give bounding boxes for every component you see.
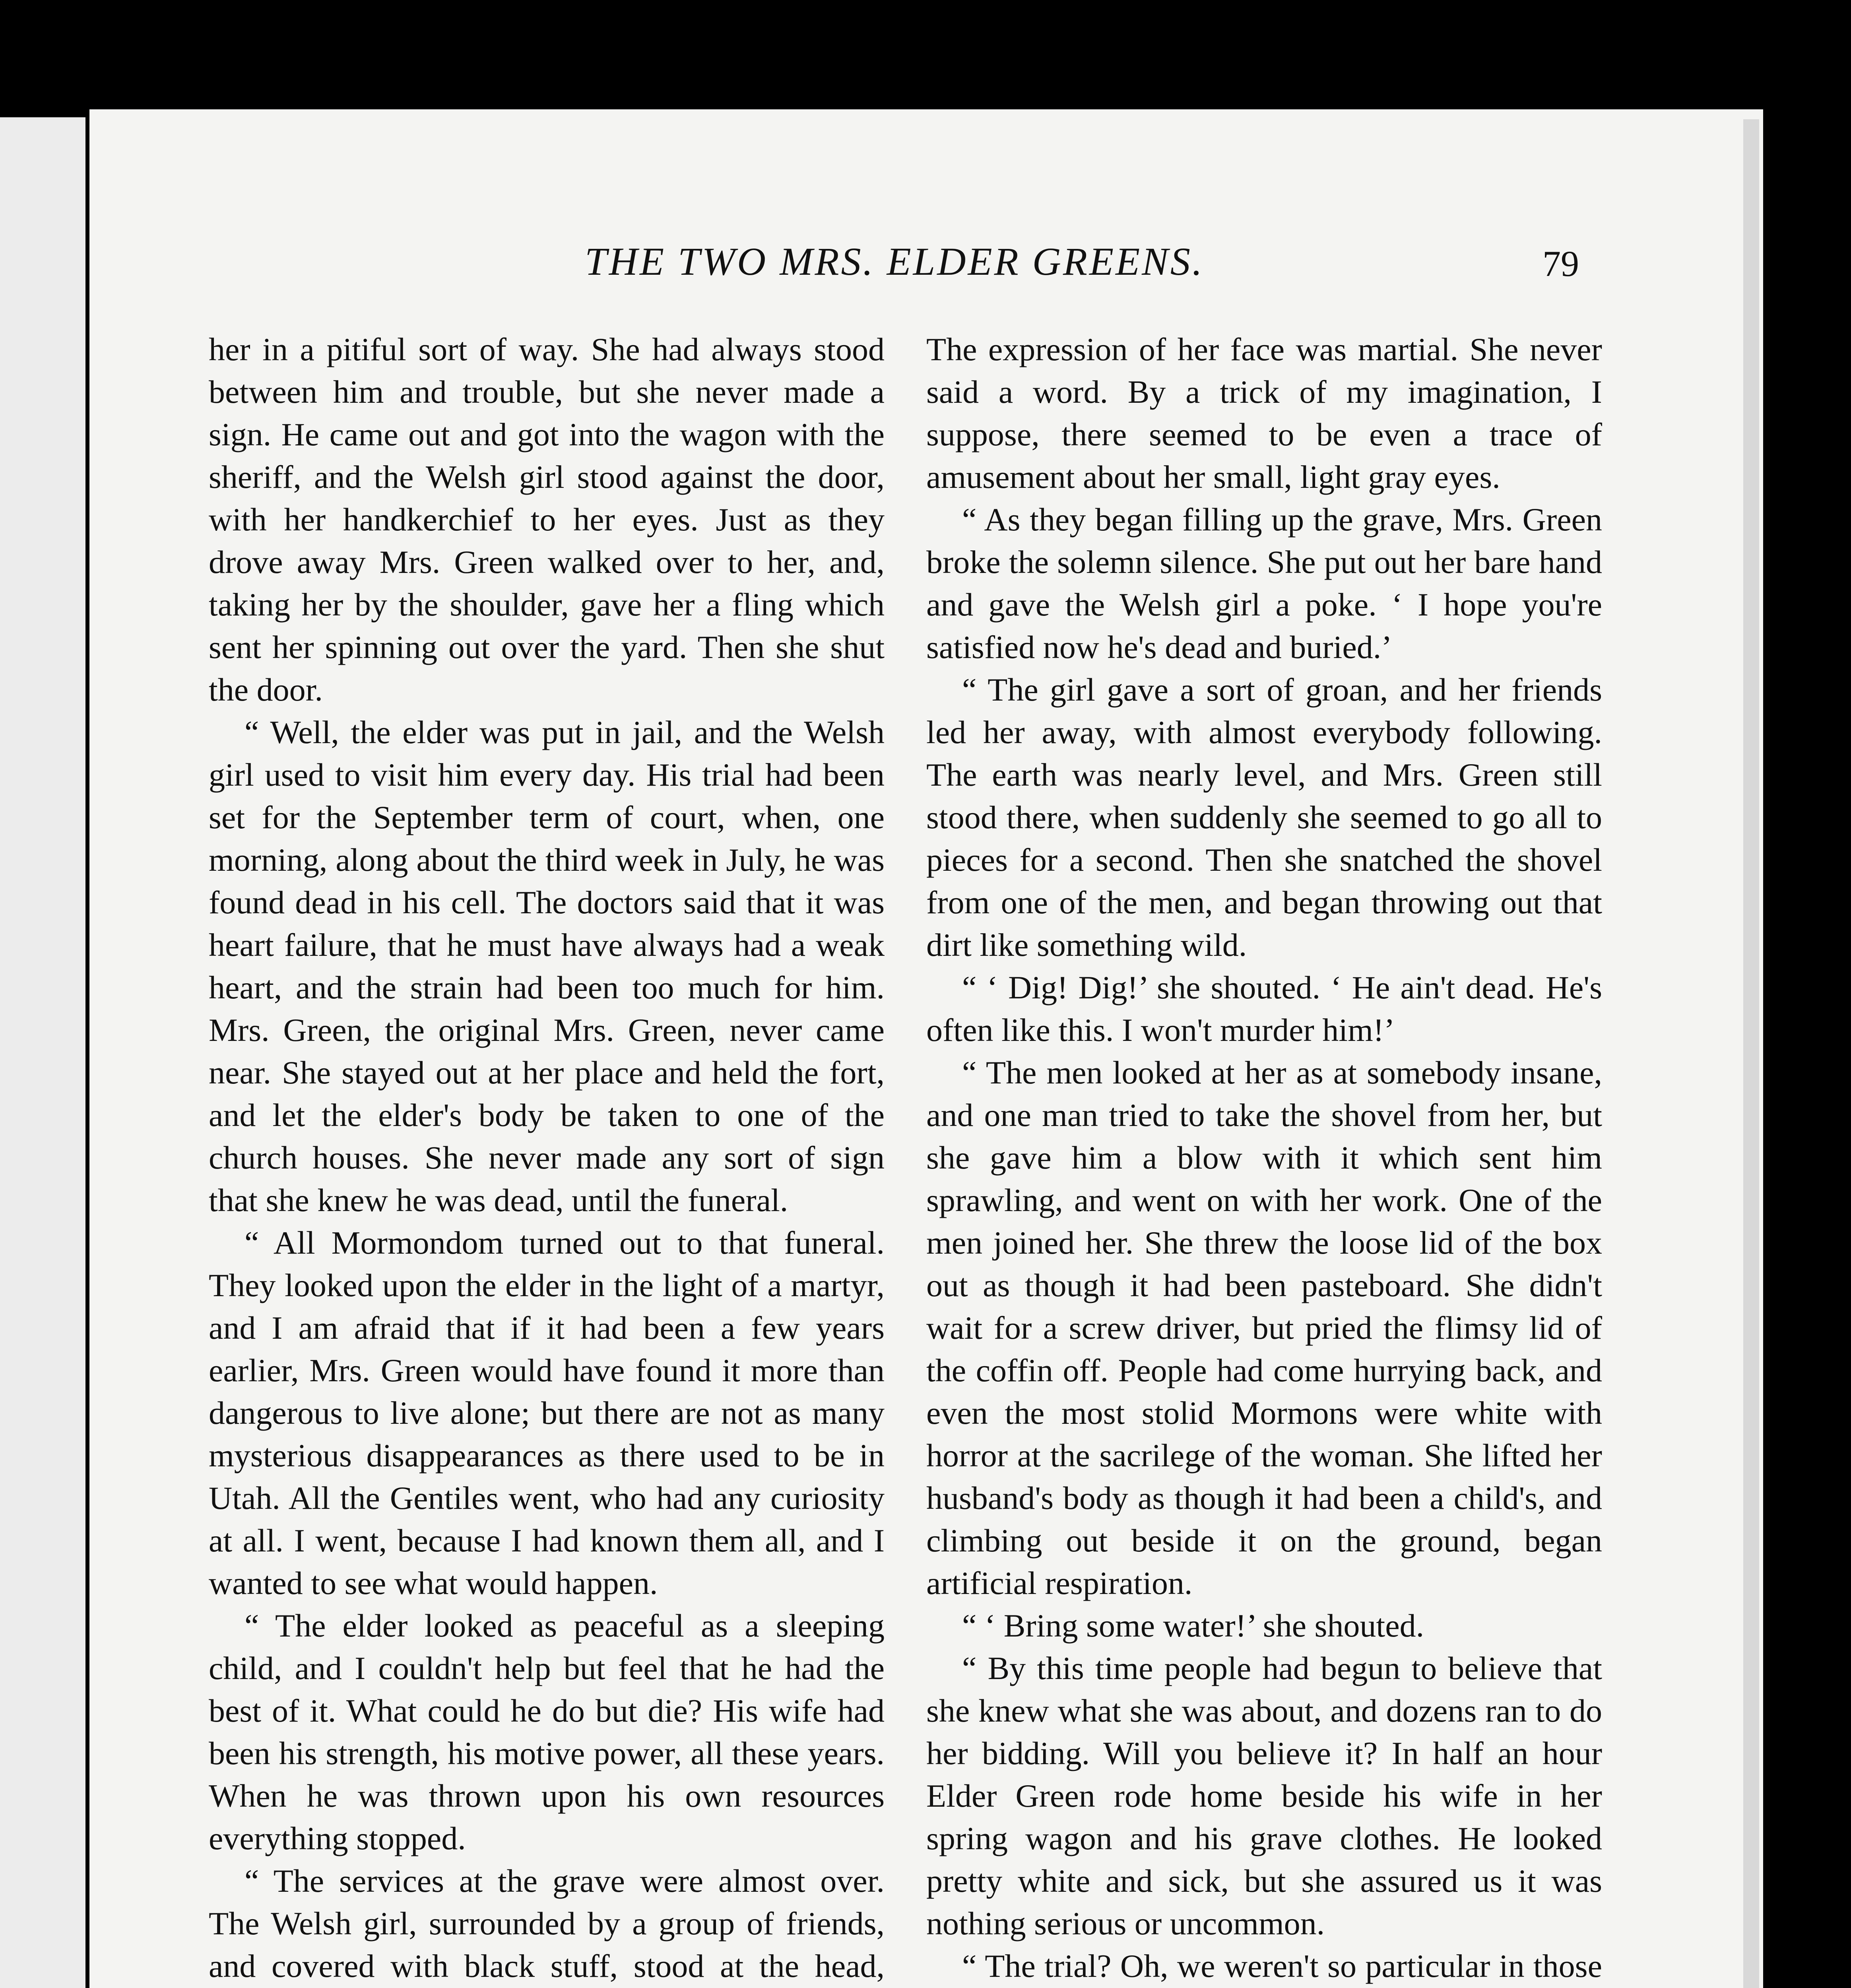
left-text-column bbox=[209, 328, 885, 1988]
paragraph: “ The girl gave a sort of groan, and her friends led her away, with almost everybody following. The earth was nearly level, and Mrs. Green still stood there, when suddenly she seemed to go all to pieces for a second. Then she snatched the shovel from one of the men, and began throwing out that dirt like something wild. bbox=[926, 672, 1602, 963]
paragraph: “ The services at the grave were almost over. The Welsh girl, surrounded by a group of friends, and covered with black stuff, stood at the head, bbox=[209, 1863, 885, 1984]
page-number: 79 bbox=[1542, 243, 1579, 284]
paragraph: “ Well, the elder was put in jail, and the Welsh girl used to visit him every day. His trial had been set for the September term of court, when, one morning, along about the third week in July, he was found dead in his cell. The doctors said that it was heart failure, that he must have always had a weak heart, and the strain had been too much for him. Mrs. Green, the original Mrs. Green, never came near. She stayed out at her place and held the fort, and let the elder's body be taken to one of the church houses. She never made any sort of sign that she knew he was dead, until the funeral. bbox=[209, 714, 885, 1218]
paragraph: “ The trial? Oh, we weren't so particular in those bbox=[962, 1948, 1602, 1984]
paragraph: “ All Mormondom turned out to that funeral. They looked upon the elder in the light of a martyr, and I am afraid that if it had been a few years earlier, Mrs. Green would have found it more than dangerous to live alone; but there are not as many mysterious disappearances as there used to be in Utah. All the Gentiles went, who had any curiosity at all. I went, because I had known them all, and I wanted to see what would happen. bbox=[209, 1225, 885, 1601]
paragraph: “ ‘ Bring some water!’ she shouted. bbox=[962, 1607, 1424, 1644]
paragraph: her in a pitiful sort of way. She had always stood between him and trouble, but she never made a sign. He came out and got into the wagon with the sheriff, and the Welsh girl stood against the door, with her handkerchief to her eyes. Just as they drove away Mrs. Green walked over to her, and, taking her by the shoulder, gave her a fling which sent her spinning out over the yard. Then she shut the door. bbox=[209, 331, 885, 708]
paragraph: “ As they began filling up the grave, Mrs. Green broke the solemn silence. She put out her bare hand and gave the Welsh girl a poke. ‘ I hope you're satisfied now he's dead and buried.’ bbox=[926, 501, 1602, 665]
facing-page-edge bbox=[0, 117, 85, 1988]
right-text-column bbox=[926, 328, 1602, 1988]
paragraph: “ ‘ Dig! Dig!’ she shouted. ‘ He ain't dead. He's often like this. I won't murder him!’ bbox=[926, 969, 1602, 1048]
paragraph: The expression of her face was martial. She never said a word. By a trick of my imagination, I suppose, there seemed to be even a trace of amusement about her small, light gray eyes. bbox=[926, 331, 1602, 495]
paragraph: “ The men looked at her as at somebody insane, and one man tried to take the shovel from her, but she gave him a blow with it which sent him sprawling, and went on with her work. One of the men joined her. She threw the loose lid of the box out as though it had been pasteboard. She didn't wait for a screw driver, but pried the flimsy lid of the coffin off. People had come hurrying back, and even the most stolid Mormons were white with horror at the sacrilege of the woman. She lifted her husband's body as though it had been a child's, and climbing out beside it on the ground, began artificial respiration. bbox=[926, 1054, 1602, 1601]
paragraph: “ The elder looked as peaceful as a sleeping child, and I couldn't help but feel that he had the best of it. What could he do but die? His wife had been his strength, his motive power, all these years. When he was thrown upon his own resources everything stopped. bbox=[209, 1607, 885, 1856]
paragraph: “ By this time people had begun to believe that she knew what she was about, and dozens ran to do her bidding. Will you believe it? In half an hour Elder Green rode home beside his wife in her spring wagon and his grave clothes. He looked pretty white and sick, but she assured us it was nothing serious or uncommon. bbox=[926, 1650, 1602, 1941]
running-head: THE TWO MRS. ELDER GREENS. bbox=[585, 239, 1204, 283]
